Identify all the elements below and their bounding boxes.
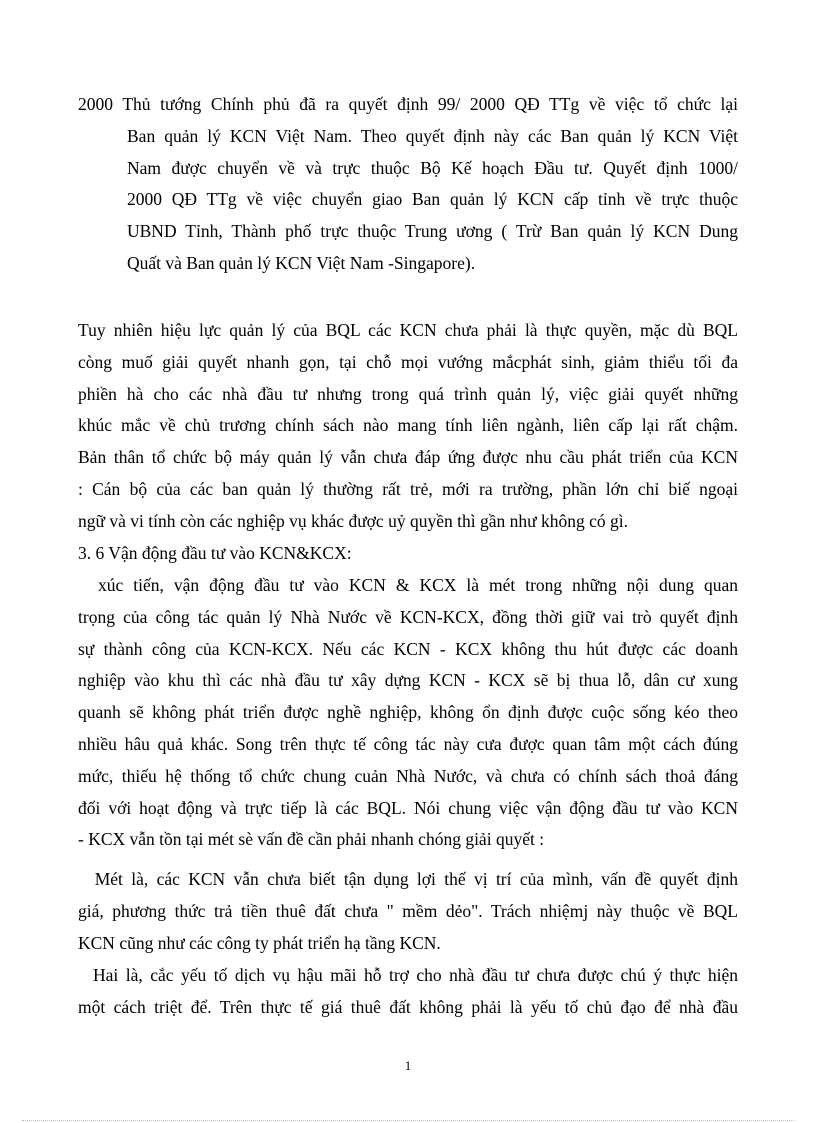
text-line: - KCX vẫn tồn tại mét sè vấn đề cần phải nhanh chóng giải quyết :	[78, 829, 545, 850]
text-line: đối với hoạt động và trực tiếp là các BQL. Nói chung việc vận động đầu tư vào KCN	[78, 797, 738, 818]
text-line: Tuy nhiên hiệu lực quản lý của BQL các KCN chưa phải là thực quyền, mặc dù BQL	[78, 320, 738, 340]
text-line: Bản thân tổ chức bộ máy quản lý vẫn chưa đáp ứng được nhu cầu phát triển của KCN	[78, 447, 738, 468]
paragraph-decision-99	[78, 89, 738, 280]
text-line: quanh sẽ không phát triển được nghề nghiệp, không ổn định được cuộc sống kéo theo	[78, 702, 738, 723]
page-break-divider	[22, 1120, 794, 1121]
text-line: : Cán bộ của các ban quản lý thường rất trẻ, mới ra trường, phần lớn chỉ biế ngoại	[78, 478, 738, 499]
text-line: giá, phương thức trả tiền thuê đất chưa " mềm dẻo". Trách nhiệmj này thuộc về BQL	[78, 900, 738, 921]
text-line: 2000 Thủ tướng Chính phủ đã ra quyết định 99/ 2000 QĐ TTg về việc tổ chức lại	[78, 94, 738, 114]
text-line: 2000 QĐ TTg về việc chuyển giao Ban quản lý KCN cấp tỉnh về trực thuộc	[127, 189, 738, 210]
text-line: mức, thiếu hệ thống tổ chức chung cuản Nhà Nước, và chưa có chính sách thoả đáng	[78, 765, 738, 786]
text-line: ngữ và vi tính còn các nghiệp vụ khác được uỷ quyền thì gần như không có gì.	[78, 510, 628, 531]
text-line: Hai là, cắc yếu tố dịch vụ hậu mãi hỗ trợ cho nhà đầu tư chưa được chú ý thực hiện	[78, 965, 738, 985]
text-line: Mét là, các KCN vẫn chưa biết tận dụng lợi thế vị trí của mình, vấn đề quyết định	[78, 869, 738, 889]
paragraph-point-two	[78, 960, 738, 1024]
text-line: nhiều hâu quả khác. Song trên thực tế công tác này cưa được quan tâm một cách đúng	[78, 733, 738, 754]
text-line: một cách triệt để. Trên thực tế giá thuê đất không phải là yếu tố chủ đạo để nhà đầu	[78, 996, 738, 1017]
text-line: xúc tiến, vận động đầu tư vào KCN & KCX là mét trong những nội dung quan	[78, 575, 738, 595]
text-line: sự thành công của KCN-KCX. Nếu các KCN - KCX không thu hút được các doanh	[78, 638, 738, 659]
text-line: trọng của công tác quản lý Nhà Nước về KCN-KCX, đồng thời giữ vai trò quyết định	[78, 606, 738, 627]
text-line: phiền hà cho các nhà đầu tư nhưng trong quá trình quản lý, việc giải quyết những	[78, 383, 738, 404]
paragraph-investment-promotion	[78, 570, 738, 856]
text-line: KCN cũng như các công ty phát triển hạ tầng KCN.	[78, 932, 441, 953]
text-line: khúc mắc về chủ trương chính sách nào mang tính liên ngành, liên cấp lại rất chậm.	[78, 415, 738, 436]
section-heading	[78, 538, 738, 570]
text-line: Nam được chuyển về và trực thuộc Bộ Kế hoạch Đầu tư. Quyết định 1000/	[127, 157, 738, 178]
page-number: 1	[404, 1058, 412, 1073]
text-line: nghiệp vào khu thì các nhà đầu tư xây dựng KCN - KCX sẽ bị thua lỗ, dân cư xung	[78, 670, 738, 691]
paragraph-point-one	[78, 864, 738, 959]
text-line: còng muố giải quyết nhanh gọn, tại chỗ mọi vướng mắcphát sinh, giảm thiểu tối đa	[78, 351, 738, 372]
text-line: Ban quản lý KCN Việt Nam. Theo quyết định này các Ban quản lý KCN Việt	[127, 125, 738, 146]
text-line: UBND Tỉnh, Thành phố trực thuộc Trung ương ( Trừ Ban quản lý KCN Dung	[127, 221, 738, 242]
text-line: Quất và Ban quản lý KCN Việt Nam -Singapore).	[127, 252, 476, 273]
heading-text: 3. 6 Vận động đầu tư vào KCN&KCX:	[78, 543, 352, 563]
paragraph-management-effectiveness	[78, 315, 738, 538]
